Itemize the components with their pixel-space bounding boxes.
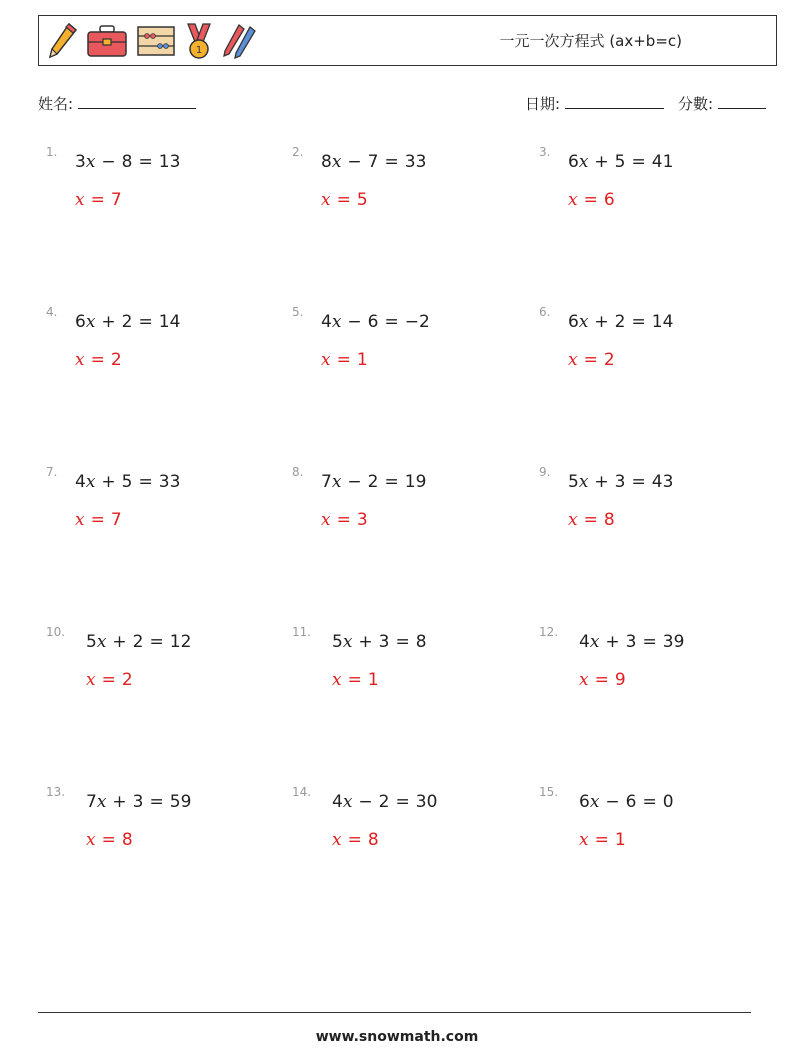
pencil-icon [47, 22, 79, 60]
answer-value: 9 [614, 670, 626, 690]
constant: 7 [367, 152, 379, 172]
answer-variable: x [579, 670, 589, 690]
constant: 2 [367, 472, 379, 492]
problem-equation [75, 472, 180, 492]
constant: 2 [121, 312, 133, 332]
equals-sign: = [336, 350, 351, 370]
problem-number: 11. [292, 625, 312, 639]
equals-sign: = [90, 190, 105, 210]
coefficient: 4 [321, 312, 332, 332]
operator: + [594, 472, 609, 492]
operator: − [101, 152, 116, 172]
variable: x [578, 312, 589, 332]
variable: x [578, 152, 589, 172]
pens-icon [221, 22, 257, 60]
problem-equation [568, 312, 673, 332]
coefficient: 6 [75, 312, 86, 332]
problem-equation [86, 632, 191, 652]
result: 14 [651, 312, 674, 332]
problem-equation [75, 152, 180, 172]
answer-variable: x [568, 190, 578, 210]
result: 0 [662, 792, 674, 812]
variable: x [331, 312, 342, 332]
constant: 2 [378, 792, 390, 812]
coefficient: 7 [86, 792, 97, 812]
operator: + [594, 312, 609, 332]
problem-equation [579, 792, 674, 812]
result: 12 [169, 632, 192, 652]
answer-variable: x [86, 670, 96, 690]
variable: x [85, 472, 96, 492]
problem-answer [321, 190, 368, 210]
score-line[interactable] [718, 94, 766, 109]
name-label: 姓名: [38, 95, 74, 113]
answer-variable: x [75, 190, 85, 210]
answer-value: 7 [110, 510, 122, 530]
answer-value: 8 [121, 830, 133, 850]
problem-number: 6. [539, 305, 551, 319]
result: 39 [662, 632, 685, 652]
problem-answer [75, 510, 122, 530]
problem-equation [321, 312, 430, 332]
answer-value: 3 [356, 510, 368, 530]
problem-answer [579, 670, 626, 690]
name-line[interactable] [78, 94, 196, 109]
answer-variable: x [75, 350, 85, 370]
answer-value: 7 [110, 190, 122, 210]
result: 8 [415, 632, 427, 652]
problem-number: 12. [539, 625, 559, 639]
equals-sign: = [631, 312, 646, 332]
problem-number: 15. [539, 785, 559, 799]
problem-number: 5. [292, 305, 304, 319]
variable: x [342, 792, 353, 812]
constant: 3 [614, 472, 626, 492]
constant: 2 [132, 632, 144, 652]
equals-sign: = [631, 152, 646, 172]
operator: − [347, 152, 362, 172]
result: 59 [169, 792, 192, 812]
result: 41 [651, 152, 674, 172]
score-label: 分數: [678, 95, 714, 113]
answer-value: 1 [367, 670, 379, 690]
problem-equation [579, 632, 684, 652]
coefficient: 8 [321, 152, 332, 172]
equals-sign: = [101, 830, 116, 850]
problem-number: 10. [46, 625, 66, 639]
problem-equation [568, 472, 673, 492]
constant: 3 [625, 632, 637, 652]
coefficient: 7 [321, 472, 332, 492]
problem-answer [321, 350, 368, 370]
equals-sign: = [90, 510, 105, 530]
equals-sign: = [395, 792, 410, 812]
equals-sign: = [384, 152, 399, 172]
result: 13 [158, 152, 181, 172]
problem-equation [332, 792, 437, 812]
problem-answer [86, 830, 133, 850]
problem-answer [332, 830, 379, 850]
operator: + [358, 632, 373, 652]
equals-sign: = [631, 472, 646, 492]
answer-value: 1 [614, 830, 626, 850]
answer-variable: x [75, 510, 85, 530]
answer-value: 2 [110, 350, 122, 370]
equals-sign: = [384, 472, 399, 492]
equals-sign: = [583, 350, 598, 370]
equals-sign: = [138, 312, 153, 332]
problem-answer [75, 350, 122, 370]
variable: x [589, 632, 600, 652]
variable: x [331, 472, 342, 492]
operator: + [101, 472, 116, 492]
coefficient: 4 [579, 632, 590, 652]
answer-variable: x [568, 350, 578, 370]
coefficient: 5 [86, 632, 97, 652]
equals-sign: = [347, 830, 362, 850]
variable: x [578, 472, 589, 492]
problem-number: 2. [292, 145, 304, 159]
constant: 6 [625, 792, 637, 812]
variable: x [96, 792, 107, 812]
result: 19 [404, 472, 427, 492]
briefcase-icon [85, 22, 129, 60]
operator: + [101, 312, 116, 332]
variable: x [96, 632, 107, 652]
svg-text:1: 1 [195, 45, 203, 56]
equals-sign: = [594, 830, 609, 850]
answer-variable: x [321, 190, 331, 210]
problem-number: 7. [46, 465, 58, 479]
constant: 8 [121, 152, 133, 172]
equals-sign: = [594, 670, 609, 690]
answer-value: 2 [121, 670, 133, 690]
problem-number: 13. [46, 785, 66, 799]
problem-answer [86, 670, 133, 690]
constant: 2 [614, 312, 626, 332]
coefficient: 5 [332, 632, 343, 652]
equals-sign: = [90, 350, 105, 370]
operator: − [358, 792, 373, 812]
result: 30 [415, 792, 438, 812]
problem-equation [332, 632, 427, 652]
problem-number: 14. [292, 785, 312, 799]
worksheet-title: 一元一次方程式 (ax+b=c) [499, 32, 682, 50]
problem-equation [568, 152, 673, 172]
problem-number: 9. [539, 465, 551, 479]
worksheet-header [38, 15, 777, 66]
coefficient: 6 [568, 152, 579, 172]
header-icons [47, 22, 257, 60]
problem-answer [321, 510, 368, 530]
operator: − [347, 472, 362, 492]
equals-sign: = [336, 190, 351, 210]
abacus-icon [135, 22, 177, 60]
variable: x [342, 632, 353, 652]
equals-sign: = [101, 670, 116, 690]
equals-sign: = [138, 472, 153, 492]
problem-number: 4. [46, 305, 58, 319]
equals-sign: = [583, 190, 598, 210]
coefficient: 3 [75, 152, 86, 172]
problem-equation [321, 152, 426, 172]
equals-sign: = [149, 632, 164, 652]
answer-variable: x [321, 510, 331, 530]
constant: 6 [367, 312, 379, 332]
equals-sign: = [583, 510, 598, 530]
problem-answer [75, 190, 122, 210]
operator: + [594, 152, 609, 172]
variable: x [331, 152, 342, 172]
operator: − [347, 312, 362, 332]
answer-variable: x [86, 830, 96, 850]
result: 33 [404, 152, 427, 172]
operator: + [112, 632, 127, 652]
date-label: 日期: [525, 95, 561, 113]
constant: 5 [614, 152, 626, 172]
answer-value: 8 [367, 830, 379, 850]
date-field [525, 93, 664, 114]
constant: 5 [121, 472, 133, 492]
problem-answer [579, 830, 626, 850]
equals-sign: = [336, 510, 351, 530]
result: 43 [651, 472, 674, 492]
equals-sign: = [384, 312, 399, 332]
coefficient: 5 [568, 472, 579, 492]
answer-value: 6 [603, 190, 615, 210]
answer-variable: x [332, 830, 342, 850]
problem-number: 3. [539, 145, 551, 159]
answer-value: 2 [603, 350, 615, 370]
operator: + [605, 632, 620, 652]
problem-answer [568, 190, 615, 210]
problem-number: 1. [46, 145, 58, 159]
name-field [38, 93, 196, 114]
footer-divider [38, 1012, 751, 1013]
constant: 3 [378, 632, 390, 652]
variable: x [85, 312, 96, 332]
equals-sign: = [149, 792, 164, 812]
answer-variable: x [321, 350, 331, 370]
medal-icon [183, 22, 215, 60]
answer-variable: x [332, 670, 342, 690]
problem-equation [75, 312, 180, 332]
problem-equation [321, 472, 426, 492]
answer-variable: x [579, 830, 589, 850]
constant: 3 [132, 792, 144, 812]
operator: + [112, 792, 127, 812]
score-field [678, 93, 766, 114]
answer-value: 8 [603, 510, 615, 530]
variable: x [589, 792, 600, 812]
footer-url: www.snowmath.com [315, 1029, 479, 1045]
equals-sign: = [642, 632, 657, 652]
coefficient: 6 [568, 312, 579, 332]
equals-sign: = [138, 152, 153, 172]
answer-value: 1 [356, 350, 368, 370]
answer-value: 5 [356, 190, 368, 210]
variable: x [85, 152, 96, 172]
problem-answer [568, 350, 615, 370]
result: −2 [404, 312, 430, 332]
problem-equation [86, 792, 191, 812]
result: 33 [158, 472, 181, 492]
coefficient: 4 [75, 472, 86, 492]
problem-number: 8. [292, 465, 304, 479]
result: 14 [158, 312, 181, 332]
equals-sign: = [347, 670, 362, 690]
answer-variable: x [568, 510, 578, 530]
problem-answer [332, 670, 379, 690]
equals-sign: = [642, 792, 657, 812]
operator: − [605, 792, 620, 812]
date-line[interactable] [565, 94, 664, 109]
problem-answer [568, 510, 615, 530]
coefficient: 6 [579, 792, 590, 812]
coefficient: 4 [332, 792, 343, 812]
equals-sign: = [395, 632, 410, 652]
